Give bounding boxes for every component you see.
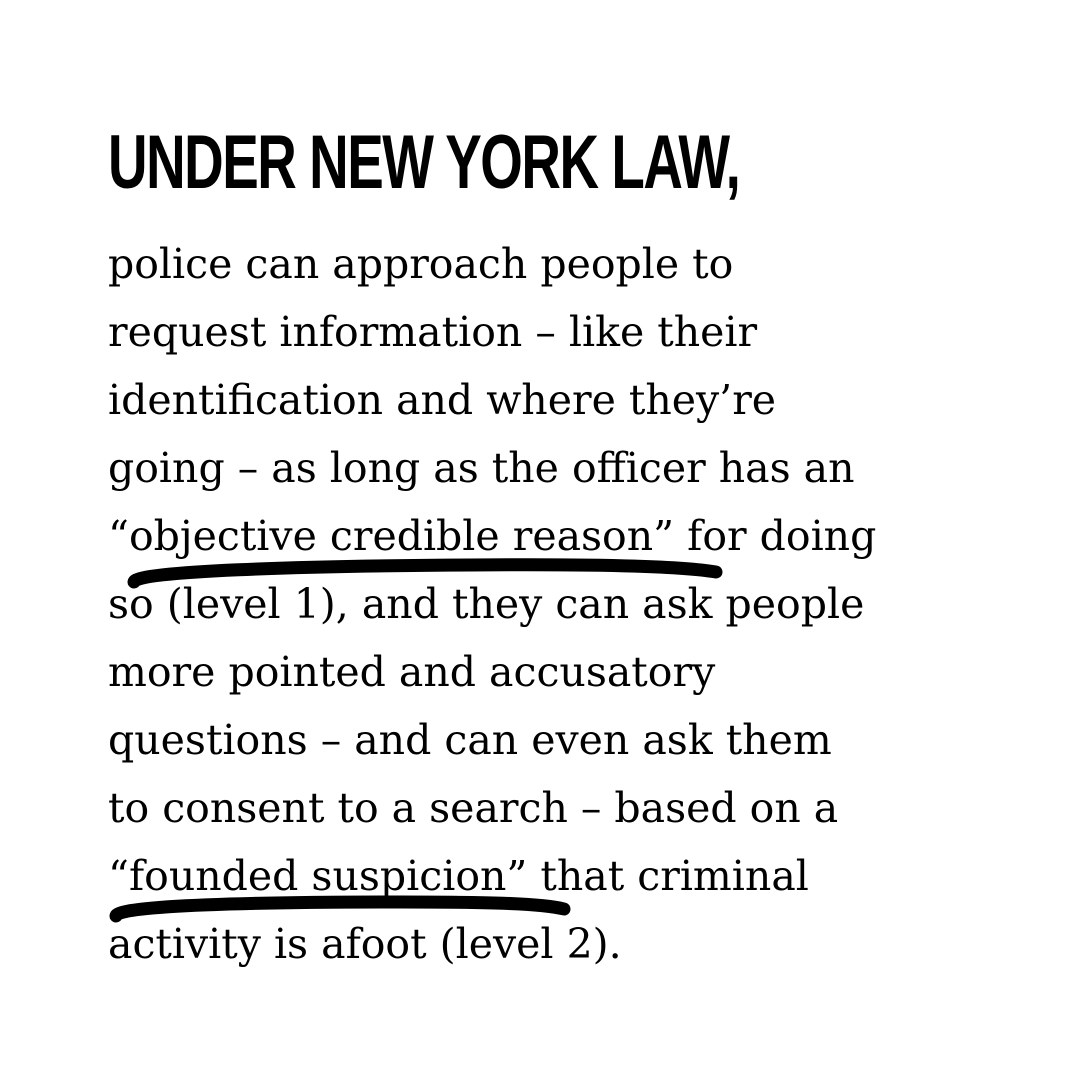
page-title: UNDER NEW YORK LAW,: [108, 120, 740, 205]
body-line: “founded suspicion” that criminal: [108, 852, 809, 900]
body-line: so (level 1), and they can ask people: [108, 580, 865, 628]
body-line: to consent to a search – based on a: [108, 784, 839, 832]
body-line: identification and where they’re: [108, 376, 777, 424]
body-line: more pointed and accusatory: [108, 648, 716, 696]
body-line: activity is afoot (level 2).: [108, 920, 622, 968]
body-line: “objective credible reason” for doing: [108, 512, 877, 560]
body-paragraph: [108, 230, 1008, 978]
body-line: going – as long as the officer has an: [108, 444, 855, 492]
body-line: police can approach people to: [108, 240, 734, 288]
body-line: request information – like their: [108, 308, 758, 356]
body-line: questions – and can even ask them: [108, 716, 832, 764]
